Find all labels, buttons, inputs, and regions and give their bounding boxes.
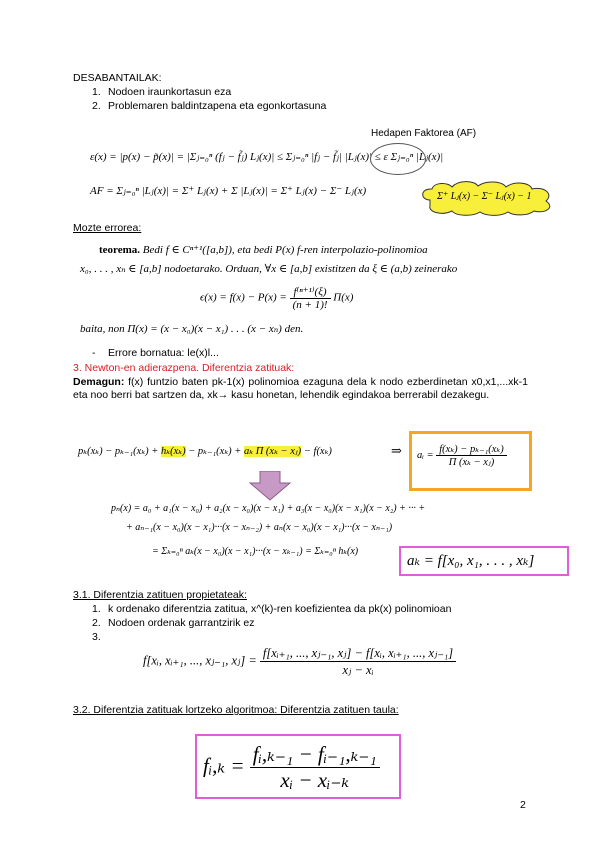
recursion-equation [78,445,332,457]
dd-numerator: f[xᵢ₊₁, ..., xⱼ₋₁, xⱼ] − f[xᵢ, xᵢ₊₁, ..., xⱼ₋₁] [260,645,456,662]
list-item: k ordenako diferentzia zatitua, x^(k)-ren koefizientea da pk(x) polinomioan [108,603,452,615]
dd-left: f[xᵢ, xᵢ₊₁, ..., xⱼ₋₁, xⱼ] = [143,653,257,668]
newton-line-3: = Σₖ₌₀ⁿ aₖ(x − x₀)(x − x₁)···(x − xₖ₋₁) = Σₖ₌₀ⁿ hₖ(x) [152,546,359,557]
highlighted-term: aₖ Π (xₖ − xⱼ) [244,446,302,457]
table-left: fᵢ,ₖ = [203,753,245,778]
page-title: DESABANTAILAK: [73,72,162,84]
list-item: Errore bornatua: le(x)l... [108,347,219,359]
amplification-label: Hedapen Faktorea (AF) [371,128,477,139]
formula-numerator: f⁽ⁿ⁺¹⁾(ξ) [290,285,331,299]
list-number: 1. [92,603,101,615]
section-heading: 3.1. Diferentzia zatituen propietateak: [73,589,247,601]
theorem-line-2: x₀, . . . , xₙ ∈ [a,b] nodoetarako. Orduan, ∀x ∈ [a,b] existitzen da ξ ∈ (a,b) zeinerako [80,263,458,275]
demagun-text: f(x) funtzio baten pk-1(x) polinomioa ezaguna dela k nodo ezberdinetan x0,x1,...xk-1 eta noo berri bat sartzen da, xk→ kasu honetan, lehendik egindakoa berrerabil dezakegu. [73,376,528,401]
list-item: Nodoen ordenak garrantzirik ez [108,617,255,629]
page-number: 2 [520,799,526,811]
implies-arrow: ⇒ [391,443,402,458]
ak-divided-difference-box: aₖ = f[x₀, x₁, . . . , xₖ] [399,546,569,576]
ak-denominator: Π (xₖ − xⱼ) [448,457,495,468]
dd-denominator: xⱼ − xᵢ [342,663,374,677]
newton-line-2: + aₙ₋₁(x − x₀)(x − x₁)···(x − xₙ₋₂) + aₙ(x − x₀)(x − x₁)···(x − xₙ₋₁) [126,522,393,533]
ak-formula-box [409,431,532,491]
theorem-label: teorema. [99,244,141,256]
formula-left: ϵ(x) = f(x) − P(x) = [200,291,287,304]
table-formula-box [195,734,401,799]
section-heading: 3. Newton-en adierazpena. Diferentzia zatituak: [73,362,295,374]
ak-formula [417,443,507,468]
bullet: - [92,347,96,359]
formula-denominator: (n + 1)! [292,299,328,311]
table-formula [203,742,380,793]
cloud-equation: Σ⁺ Lⱼ(x) − Σ⁻ Lⱼ(x) − 1 [437,191,532,202]
error-equation: ε(x) = |p(x) − p̃(x)| = |Σⱼ₌₀ⁿ (fⱼ − f̃ⱼ) Lⱼ(x)| ≤ Σⱼ₌₀ⁿ |fⱼ − f̃ⱼ| |Lⱼ(x)| ≤ ε Σⱼ₌₀ⁿ |Lⱼ(x)| [90,151,444,163]
af-circle [370,143,426,175]
highlighted-term: hₖ(xₖ) [161,446,186,457]
list-item: Problemaren baldintzapena eta egonkortasuna [108,100,327,112]
newton-line-1: pₙ(x) = a₀ + a₁(x − x₀) + a₂(x − x₀)(x − x₁) + a₃(x − x₀)(x − x₁)(x − x₂) + ··· + [111,503,426,514]
demagun-paragraph [73,376,528,402]
down-arrow-icon [248,471,292,501]
ak-numerator: f(xₖ) − pₖ₋₁(xₖ) [436,443,507,456]
list-item: Nodoen iraunkortasun eza [108,86,232,98]
eq-part: − f(xₖ) [303,446,332,457]
theorem-line-1 [99,243,428,256]
formula-right: Π(x) [333,291,354,304]
theorem-line-3: baita, non Π(x) = (x − x₀)(x − x₁) . . . (x − xₙ) den. [80,323,304,335]
list-number: 1. [92,86,101,98]
table-numerator: fᵢ,ₖ₋₁ − fᵢ₋₁,ₖ₋₁ [250,742,380,768]
eq-part: − pₖ₋₁(xₖ) + [188,446,242,457]
section-heading: Mozte errorea: [73,222,142,234]
list-number: 2. [92,100,101,112]
list-number: 2. [92,617,101,629]
list-number: 3. [92,631,101,643]
demagun-label: Demagun: [73,376,125,388]
af-equation: AF = Σⱼ₌₀ⁿ |Lⱼ(x)| = Σ⁺ Lⱼ(x) + Σ |Lⱼ(x)| = Σ⁺ Lⱼ(x) − Σ⁻ Lⱼ(x) [90,185,367,197]
theorem-text: Bedi f ∈ Cⁿ⁺¹([a,b]), eta bedi P(x) f-ren interpolazio-polinomioa [142,244,428,256]
theorem-formula [200,285,353,311]
table-denominator: xᵢ − xᵢ₋ₖ [280,768,350,792]
section-heading: 3.2. Diferentzia zatituak lortzeko algoritmoa: Diferentzia zatituen taula: [73,704,399,716]
ak-left: aᵢ = [417,449,434,461]
eq-part: pₖ(xₖ) − pₖ₋₁(xₖ) + [78,446,159,457]
divided-difference-formula [143,645,456,678]
